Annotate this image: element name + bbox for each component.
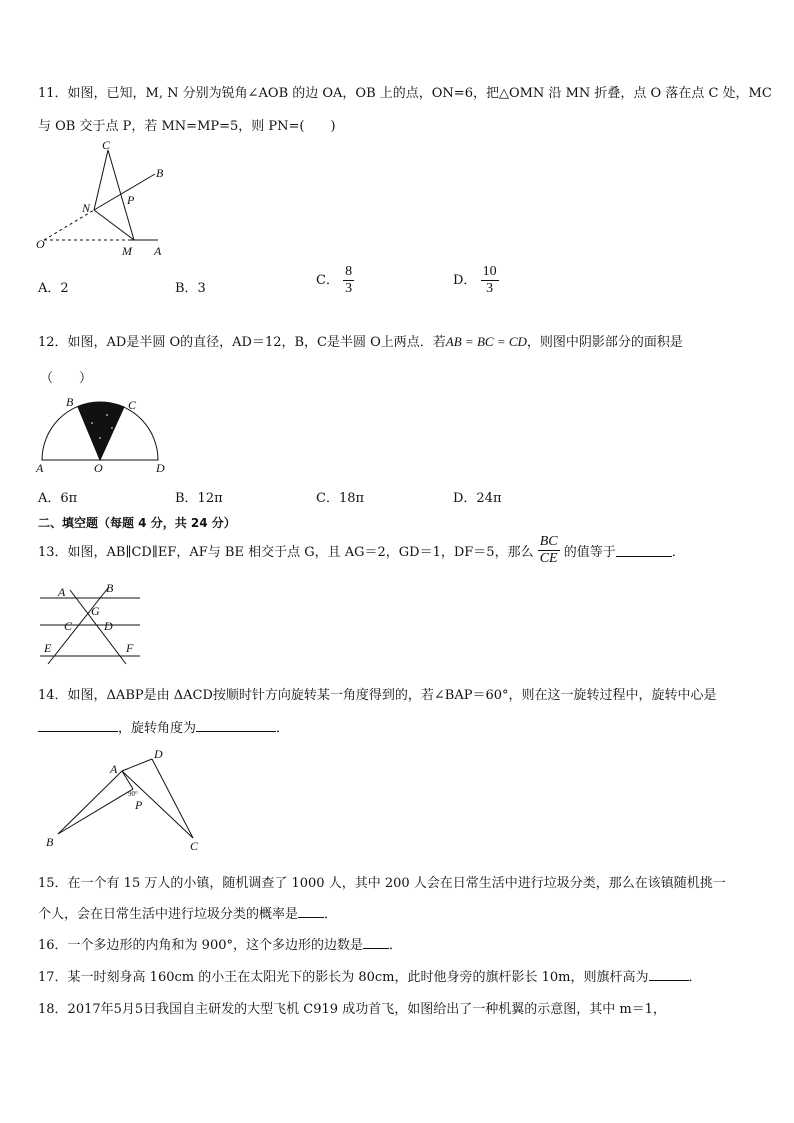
q13-answer-blank[interactable] <box>616 544 672 557</box>
q12-option-d: D．24π <box>453 491 502 506</box>
q14-label-C: C <box>190 839 199 853</box>
q11-label-O: O <box>36 237 45 251</box>
q11-label-P: P <box>127 193 135 207</box>
q11-option-b: B．3 <box>175 281 206 296</box>
q13-label-B: B <box>106 581 114 595</box>
q12-option-b: B．12π <box>175 491 223 506</box>
q14-label-P: P <box>135 798 143 812</box>
q14-stem-line2: ，旋转角度为 ． <box>38 717 289 736</box>
q15-stem-line1: 15．在一个有 15 万人的小镇，随机调查了 1000 人，其中 200 人会在日常生活中进行垃圾分类，那么在该镇随机挑一 <box>38 876 726 891</box>
q11-label-C: C <box>102 138 111 152</box>
q15-answer-blank[interactable] <box>298 905 324 918</box>
q11-option-c: C． $\frac{8}{3}$ <box>316 264 353 296</box>
q13-figure <box>34 580 146 666</box>
q16-answer-blank[interactable] <box>363 936 389 949</box>
q16-stem: 16．一个多边形的内角和为 900°，这个多边形的边数是 ． <box>38 938 403 953</box>
q13-fraction: $\frac{BC}{CE}$ <box>539 534 558 566</box>
q17-stem: 17．某一时刻身高 160cm 的小王在太阳光下的影长为 80cm，此时他身旁的旗杆影长 10m，则旗杆高为 ． <box>38 970 702 985</box>
q12-label-C: C <box>128 398 137 412</box>
q12-option-c: C．18π <box>316 491 365 506</box>
q12-label-B: B <box>66 395 74 409</box>
q13-label-A: A <box>58 585 66 599</box>
q14-angle-label: 90° <box>128 790 138 798</box>
q15-stem-line2: 个人，会在日常生活中进行垃圾分类的概率是 ． <box>38 907 338 922</box>
q11-stem-line2: 与 OB 交于点 P，若 MN=MP=5，则 PN=( ) <box>38 119 336 134</box>
q13-label-G: G <box>91 604 100 618</box>
q12-arc-equation: AB = BC = CD <box>445 334 527 349</box>
q12-option-a: A．6π <box>38 491 78 506</box>
q11-label-A: A <box>154 244 162 258</box>
q17-answer-blank[interactable] <box>649 968 689 981</box>
q14-figure <box>38 746 208 856</box>
q11-label-B: B <box>156 166 164 180</box>
q14-answer-blank-center[interactable] <box>38 719 118 732</box>
q14-answer-blank-angle[interactable] <box>196 719 276 732</box>
q14-label-B: B <box>46 835 54 849</box>
q11-stem-line1: 11．如图，已知，M, N 分别为锐角∠AOB 的边 OA，OB 上的点，ON=6，把△OMN 沿 MN 折叠，点 O 落在点 C 处，MC <box>38 86 772 101</box>
q13-label-C: C <box>64 619 73 633</box>
q11-option-d: D． $\frac{10}{3}$ <box>453 264 497 296</box>
q11-label-M: M <box>122 244 132 258</box>
q11-option-a: A．2 <box>38 281 69 296</box>
q11-label-N: N <box>82 201 91 215</box>
q12-label-O: O <box>94 461 103 475</box>
q18-stem: 18．2017年5月5日我国自主研发的大型飞机 C919 成功首飞，如图给出了一种机翼的示意图，其中 m＝1， <box>38 1002 666 1017</box>
q12-stem-line2: （ ） <box>40 371 93 386</box>
q12-label-A: A <box>36 461 44 475</box>
q14-label-A: A <box>110 762 118 776</box>
section-title-fill-in: 二、填空题（每题 4 分，共 24 分） <box>38 516 236 530</box>
q12-figure <box>32 393 172 477</box>
q12-label-D: D <box>156 461 165 475</box>
q11-figure <box>30 138 180 263</box>
q14-label-D: D <box>154 747 163 761</box>
q12-stem-line1: 12．如图，AD是半圆 O的直径，AD＝12，B，C是半圆 O上两点．若AB = BC = CD，则图中阴影部分的面积是 <box>38 334 683 350</box>
q13-label-D: D <box>104 619 113 633</box>
q13-label-F: F <box>126 641 134 655</box>
q14-stem-line1: 14．如图，ΔABP是由 ΔACD按顺时针方向旋转某一角度得到的，若∠BAP＝60°，则在这一旋转过程中，旋转中心是 <box>38 688 717 703</box>
q13-label-E: E <box>44 641 52 655</box>
q13-stem: 13．如图，AB∥CD∥EF，AF与 BE 相交于点 G，且 AG＝2，GD＝1，DF＝5，那么 $\frac{BC}{CE}$ 的值等于 ． <box>38 534 685 566</box>
